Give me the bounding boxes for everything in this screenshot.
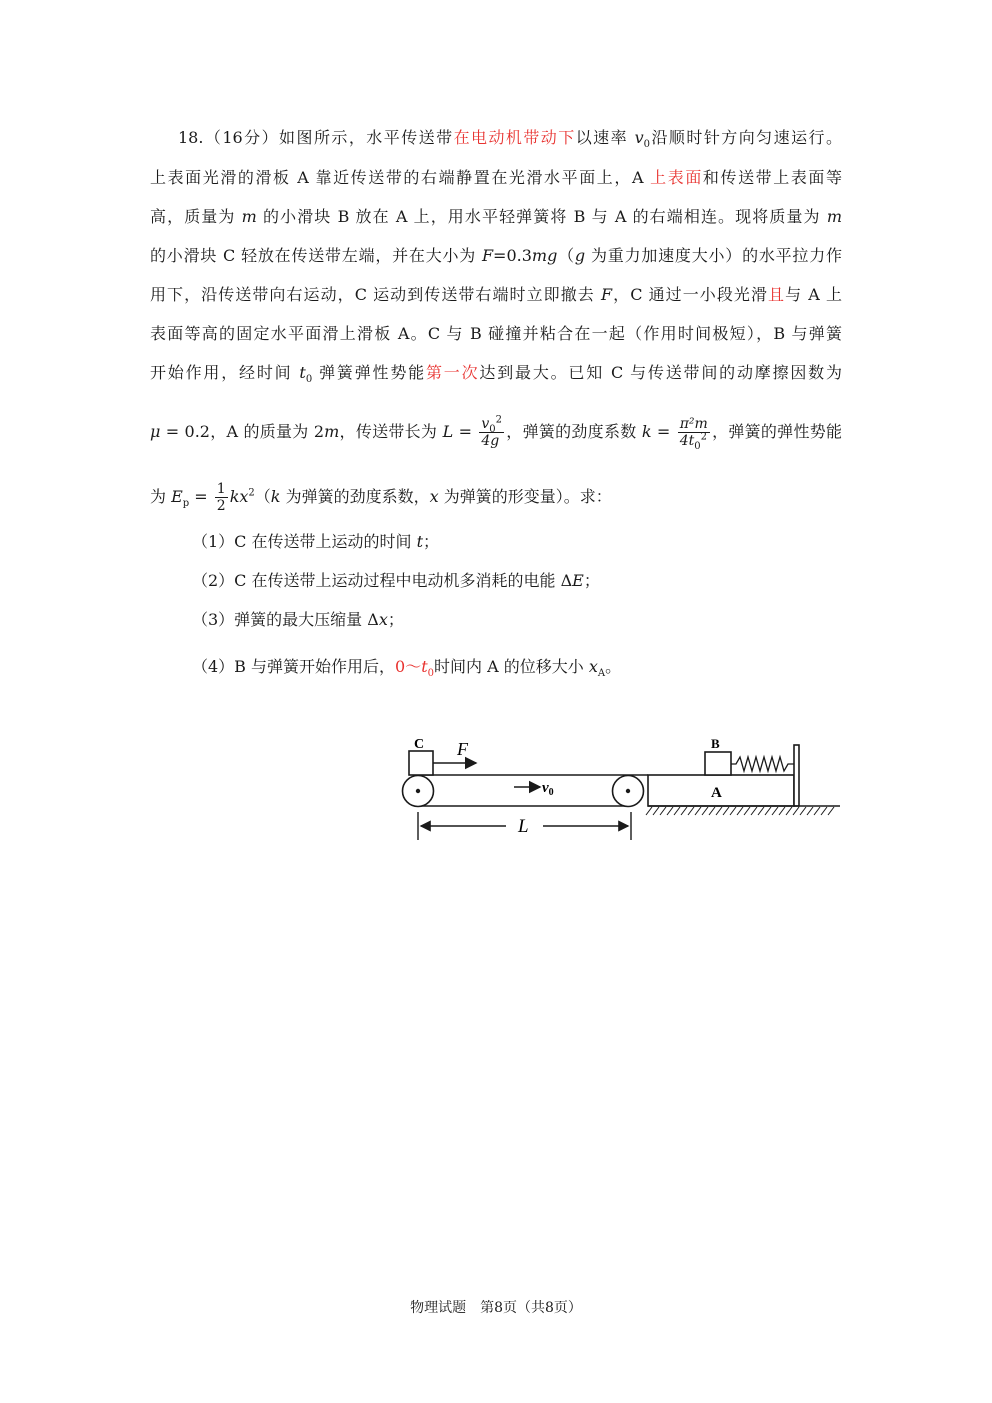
ground-hatch-line	[786, 807, 792, 815]
label-l: L	[518, 816, 529, 837]
question-2: （2）C 在传送带上运动过程中电动机多消耗的电能 ΔE；	[192, 571, 600, 590]
highlight-red: 第一次	[425, 363, 480, 382]
ground-hatch-line	[828, 807, 834, 815]
problem-line-9: 为 $E_p$ = $\frac{1}{2}$ $kx^2(k$ 为弹簧的劲度系数，x 为弹簧的形变量）。求：	[150, 481, 612, 514]
ground-hatch-line	[674, 807, 680, 815]
ground-hatch-line	[751, 807, 757, 815]
ground-hatch-line	[667, 807, 673, 815]
label-a: A	[711, 785, 722, 801]
spring	[731, 757, 794, 771]
ground-hatch-line	[744, 807, 750, 815]
ground-hatch-line	[779, 807, 785, 815]
ground-hatch-line	[695, 807, 701, 815]
left-pulley	[403, 776, 434, 807]
ground-hatch-line	[688, 807, 694, 815]
belt-length-fraction: $\frac{v_0^2}{4g}$	[481, 414, 503, 449]
highlight-red: 在电动机带动下	[453, 128, 576, 147]
problem-line-1: 18.（16分）如图所示，水平传送带在电动机带动下以速率 $v_0$沿顺时针方向匀速运行。	[178, 128, 842, 151]
block-c	[409, 751, 433, 775]
spring-constant-fraction: $\frac{\text{π²m}}{4t_0^2}$	[679, 416, 708, 452]
ground-hatch-line	[709, 807, 715, 815]
problem-line-4: 的小滑块 C 轻放在传送带左端，并在大小为 F=0.3mg（g 为重力加速度大小）的水平拉力作	[150, 246, 842, 265]
right-pulley	[613, 776, 644, 807]
ground-hatch-line	[730, 807, 736, 815]
ground-hatch-line	[702, 807, 708, 815]
highlight-red: 且	[768, 285, 786, 304]
problem-line-7: 开始作用，经时间 $t_0$ 弹簧弹性势能第一次达到最大。已知 C 与传送带间的动摩擦因数为	[150, 363, 842, 386]
ground-hatch-line	[646, 807, 652, 815]
highlight-red: $0\sim t_0$	[395, 657, 435, 680]
problem-line-3: 高，质量为 m 的小滑块 B 放在 A 上，用水平轻弹簧将 B 与 A 的右端相连。现将质量为 m	[150, 207, 842, 226]
question-3: （3）弹簧的最大压缩量 Δx；	[192, 610, 404, 629]
conveyor-belt	[418, 775, 628, 806]
ground-hatch-line	[716, 807, 722, 815]
ground-hatch-line	[765, 807, 771, 815]
ground-hatch-line	[758, 807, 764, 815]
ground	[646, 806, 840, 815]
ground-hatch-line	[821, 807, 827, 815]
ground-hatch-line	[653, 807, 659, 815]
block-b	[705, 752, 731, 775]
highlight-red: 上表面	[650, 168, 703, 187]
problem-line-5: 用下，沿传送带向右运动，C 运动到传送带右端时立即撤去 F，C 通过一小段光滑且与 A 上	[150, 285, 842, 304]
label-c: C	[414, 737, 425, 752]
label-b: B	[711, 736, 720, 751]
half-fraction: $\frac{1}{2}$	[216, 481, 226, 514]
ground-hatch-line	[660, 807, 666, 815]
ground-hatch-line	[793, 807, 799, 815]
page-footer: 物理试题 第8页（共8页）	[410, 1300, 582, 1316]
problem-line-2: 上表面光滑的滑板 A 靠近传送带的右端静置在光滑水平面上，A 上表面和传送带上表面等	[150, 168, 842, 187]
ground-hatch-line	[723, 807, 729, 815]
question-4: （4）B 与弹簧开始作用后，$0\sim t_0$时间内 A 的位移大小 $x_A$。	[192, 657, 622, 680]
ground-hatch-line	[737, 807, 743, 815]
question-1: （1）C 在传送带上运动的时间 t；	[192, 532, 440, 551]
ground-hatch-line	[807, 807, 813, 815]
ground-hatch-line	[814, 807, 820, 815]
problem-line-8: μ = 0.2，A 的质量为 2m，传送带长为 L = $\frac{v_0^2}{4g}$ ，弹簧的劲度系数 k = $\frac{\text{π²m}}{4t_0^2}$ ，弹簧的弹性势能	[150, 414, 843, 452]
board-a-wall	[794, 745, 799, 806]
label-v: $v_0$	[542, 780, 554, 798]
ground-hatch-line	[800, 807, 806, 815]
problem-line-6: 表面等高的固定水平面滑上滑板 A。C 与 B 碰撞并粘合在一起（作用时间极短），B 与弹簧	[150, 324, 842, 343]
ground-hatch-line	[681, 807, 687, 815]
label-f: F	[457, 739, 468, 759]
ground-hatch-line	[772, 807, 778, 815]
